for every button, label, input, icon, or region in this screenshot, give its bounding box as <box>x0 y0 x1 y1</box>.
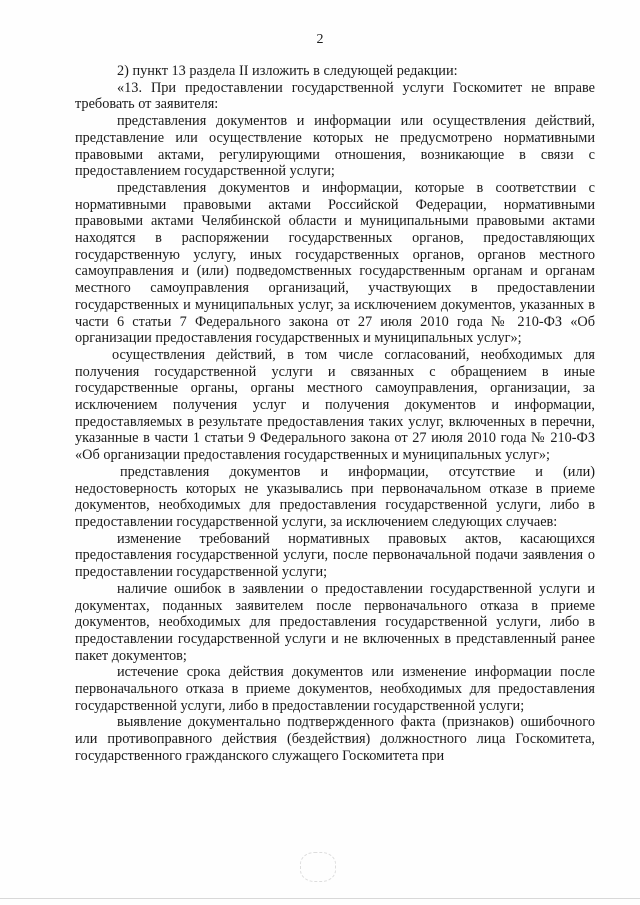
faint-stamp-mark <box>300 852 336 882</box>
paragraph-item-approvals: осуществления действий, в том числе согласований, необходимых для получения государственной услуги и связанных с обращением в иные государственные органы, органы местного самоуправления, организации, за исключением получения услуг и получения документов и информации, предоставляемых в результате предоставления таких услуг, включенных в перечни, указанные в части 1 статьи 9 Федерального закона от 27 июля 2010 года № 210-ФЗ «Об организации предоставления государственных и муниципальных услуг»; <box>75 346 595 464</box>
paragraph-item-documents: представления документов и информации, которые в соответствии с нормативными правовыми актами Российской Федерации, нормативными правовыми актами Челябинской области и муниципальными правовыми актами находятся в распоряжении государственных органов, предоставляющих государственную услугу, иных государственных органов, органов местного самоуправления и (или) подведомственных государственным органам и органам местного самоуправления организаций, участвующих в предоставлении государственных и муниципальных услуг, за исключением документов, указанных в части 6 статьи 7 Федерального закона от 27 июля 2010 года № 210-ФЗ «Об организации предоставления государственных и муниципальных услуг»; <box>75 179 595 347</box>
paragraph-amendment-intro: 2) пункт 13 раздела II изложить в следующей редакции: <box>117 63 458 79</box>
paragraph-case-misconduct: выявление документально подтвержденного факта (признаков) ошибочного или противоправного действия (бездействия) должностного лица Госкомитета, государственного гражданского служащего Госкомитета при <box>75 714 595 764</box>
page-bottom-edge <box>0 898 640 899</box>
page-number: 2 <box>316 32 324 47</box>
paragraph-item-refusal: представления документов и информации, отсутствие и (или) недостоверность которых не указывались при первоначальном отказе в приеме документов, необходимых для предоставления государственной услуги, либо в предоставлении государственной услуги, за исключением следующих случаев: <box>75 463 595 530</box>
paragraph-item-actions: представления документов и информации или осуществления действий, представление или осуществление которых не предусмотрено нормативными правовыми актами, регулирующими отношения, возникающие в связи с предоставлением государственной услуги; <box>75 113 595 180</box>
paragraph-case-requirements-change: изменение требований нормативных правовых актов, касающихся предоставления государственной услуги, после первоначальной подачи заявления о предоставлении государственной услуги; <box>75 530 595 581</box>
paragraph-clause-13: «13. При предоставлении государственной услуги Госкомитет не вправе требовать от заявителя: <box>75 79 595 113</box>
paragraph-case-expiry: истечение срока действия документов или изменение информации после первоначального отказа в приеме документов, необходимых для предоставления государственной услуги, либо в предоставлении государственной услуги; <box>75 664 595 714</box>
document-body <box>75 63 595 765</box>
paragraph-case-errors: наличие ошибок в заявлении о предоставлении государственной услуги и документах, поданных заявителем после первоначального отказа в приеме документов, необходимых для предоставления государственной услуги, либо в предоставлении государственной услуги и не включенных в представленный ранее пакет документов; <box>75 580 595 664</box>
